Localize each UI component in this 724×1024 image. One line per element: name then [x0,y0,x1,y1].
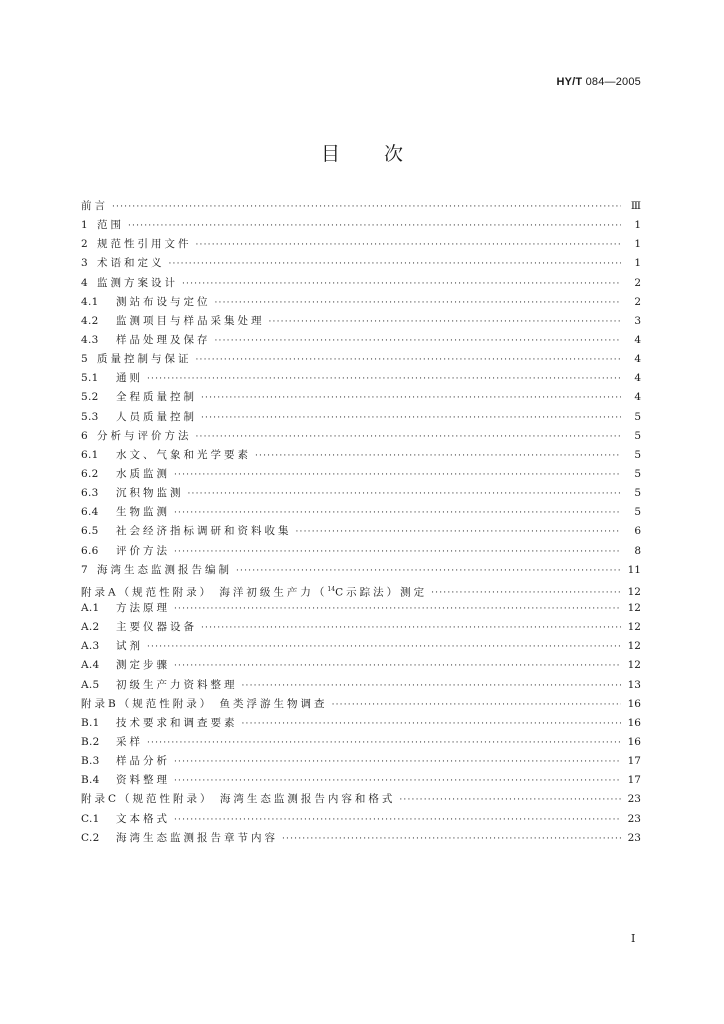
toc-entry[interactable] [81,656,641,675]
toc-entry-title: 评价方法 [116,544,170,557]
dot-leader [255,447,621,466]
toc-entry-page: 4 [634,333,641,346]
toc-entry-title: 方法原理 [116,601,170,614]
toc-entry-title: 采样 [116,735,143,748]
toc-entry-title: 范围 [97,219,124,232]
toc-entry-page: Ⅲ [630,200,641,212]
toc-entry-page: 2 [634,276,641,289]
toc-entry-number: 4.2 [81,314,99,327]
toc-entry-title: 社会经济指标调研和资料收集 [116,525,292,538]
dot-leader [147,638,621,657]
toc-entry-page: 4 [634,353,641,366]
toc-entry-page: 4 [634,391,641,404]
toc-entry[interactable] [81,542,641,561]
toc-entry-number: B.3 [81,755,100,768]
page-title: 目次 [320,143,447,165]
toc-entry-appendix-a[interactable] [81,580,641,599]
toc-entry-page: 12 [627,640,641,653]
toc-entry-page: 12 [627,621,641,634]
toc-entry-number: B.4 [81,774,100,787]
dot-leader [182,275,621,294]
toc-entry[interactable] [81,235,641,254]
dot-leader [196,351,622,370]
toc-entry-number: 6.3 [81,487,99,500]
isotope-superscript: 14 [327,585,336,593]
toc-entry-title: 文本格式 [116,812,170,825]
toc-entry-number: 5.2 [81,391,99,404]
dot-leader [236,562,621,581]
toc-entry-page: 12 [627,586,641,599]
toc-entry-number: A.1 [81,601,100,614]
toc-entry-title: 监测方案设计 [97,276,178,289]
toc-entry[interactable] [81,369,641,388]
toc-entry-page: 5 [634,448,641,461]
toc-entry[interactable] [81,465,641,484]
toc-entry-title: 人员质量控制 [116,410,197,423]
toc-entry-page: 1 [634,238,641,251]
dot-leader [174,657,621,676]
toc-entry-title: 水文、气象和光学要素 [116,448,251,461]
toc-entry-title: 样品处理及保存 [116,333,211,346]
toc-entry[interactable] [81,637,641,656]
toc-entry-number: A.4 [81,659,100,672]
toc-entry-page: 5 [634,506,641,519]
toc-entry-title: 通则 [116,372,143,385]
toc-entry-page: 5 [634,429,641,442]
toc-entry[interactable] [81,408,641,427]
dot-leader [215,294,622,313]
toc-entry[interactable] [81,771,641,790]
toc-entry[interactable] [81,676,641,695]
toc-entry[interactable] [81,714,641,733]
toc-entry-title: 测站布设与定位 [116,295,211,308]
toc-entry-page: 12 [627,601,641,614]
toc-entry[interactable] [81,331,641,350]
toc-entry-title: 技术要求和调查要素 [116,716,238,729]
toc-entry[interactable] [81,293,641,312]
toc-entry-number: C.1 [81,812,100,825]
standard-code [556,76,641,88]
toc-entry[interactable] [81,350,641,369]
toc-entry-page: 12 [627,659,641,672]
toc-entry-number: 6.5 [81,525,99,538]
toc-entry-title: 主要仪器设备 [116,621,197,634]
dot-leader [169,255,622,274]
toc-entry[interactable] [81,599,641,618]
toc-entry-number: 6.1 [81,448,99,461]
toc-entry-number: 2 [81,238,88,251]
dot-leader [201,409,621,428]
toc-entry-number: 6.4 [81,506,99,519]
dot-leader [174,600,621,619]
toc-entry[interactable] [81,388,641,407]
toc-entry-appendix-b[interactable] [81,695,641,714]
toc-entry-appendix-c[interactable] [81,790,641,809]
dot-leader [174,753,621,772]
dot-leader [174,504,621,523]
dot-leader [196,428,622,447]
dot-leader [201,389,621,408]
toc-entry-title: 初级生产力资料整理 [116,678,238,691]
toc-entry-page: 11 [627,563,641,576]
toc-entry-number: 3 [81,257,88,270]
toc-entry-number: B.1 [81,716,100,729]
toc-entry-number: 6.6 [81,544,99,557]
toc-entry-title: 试剂 [116,640,143,653]
toc-entry-page: 16 [627,716,641,729]
toc-entry-number: 7 [81,563,88,576]
toc-entry-title: 规范性引用文件 [97,238,192,251]
toc-entry-page: 16 [627,697,641,710]
toc-entry[interactable] [81,274,641,293]
toc-entry-number: 5 [81,353,88,366]
dot-leader [269,313,622,332]
toc-entry-number: C.2 [81,831,100,844]
toc-entry-page: 6 [634,525,641,538]
toc-entry-title: 测定步骤 [116,659,170,672]
toc-entry-page: 23 [627,831,641,844]
toc-entry[interactable] [81,254,641,273]
dot-leader [215,332,622,351]
toc-entry-number: 4.3 [81,333,99,346]
dot-leader [128,217,621,236]
toc-entry-page: 4 [634,372,641,385]
toc-entry-page: 5 [634,487,641,500]
toc-entry-title: 生物监测 [116,506,170,519]
toc-entry[interactable] [81,522,641,541]
toc-entry-page: 1 [634,257,641,270]
toc-entry-page: 13 [627,678,641,691]
toc-entry-title: 海湾生态监测报告编制 [97,563,232,576]
toc-entry[interactable] [81,427,641,446]
toc-entry-page: 2 [634,295,641,308]
standard-number: 084—2005 [585,76,641,88]
toc-entry-number: 4.1 [81,295,99,308]
dot-leader [332,696,621,715]
standard-prefix: HY/T [556,76,583,88]
toc-entry-number: 6.2 [81,467,99,480]
dot-leader [174,466,621,485]
toc-entry-number: 6 [81,429,88,442]
toc-entry-number: A.2 [81,621,100,634]
toc-entry-title: 附录B（规范性附录） 鱼类浮游生物调查 [81,697,328,710]
toc-entry-page: 17 [627,755,641,768]
toc-entry-title: 质量控制与保证 [97,353,192,366]
dot-leader [147,734,621,753]
dot-leader [242,677,622,696]
toc-entry-title: 资料整理 [116,774,170,787]
toc-entry-title: 术语和定义 [97,257,165,270]
page-number: I [631,932,636,945]
toc-entry-page: 3 [634,314,641,327]
toc-entry-title: 附录C（规范性附录） 海湾生态监测报告内容和格式 [81,793,396,806]
dot-leader [282,830,621,849]
toc-entry[interactable] [81,810,641,829]
toc-entry-page: 8 [634,544,641,557]
dot-leader [174,772,621,791]
toc-entry-number: B.2 [81,735,100,748]
dot-leader [201,619,621,638]
dot-leader [174,811,621,830]
toc-title-part: C示踪法）测定 [335,586,428,599]
toc-entry-title: 水质监测 [116,467,170,480]
toc-entry[interactable] [81,618,641,637]
toc-entry-title: 沉积物监测 [116,487,184,500]
toc-entry[interactable] [81,829,641,848]
toc-entry[interactable] [81,733,641,752]
toc-entry-number: 5.3 [81,410,99,423]
dot-leader [188,485,622,504]
toc-entry-page: 23 [627,793,641,806]
toc-entry[interactable] [81,561,641,580]
toc-entry-page: 17 [627,774,641,787]
dot-leader [242,715,622,734]
toc-entry-number: 1 [81,219,88,232]
toc-entry-number: 5.1 [81,372,99,385]
toc-entry[interactable] [81,484,641,503]
toc-entry-page: 5 [634,467,641,480]
dot-leader [174,543,621,562]
toc-entry-number: A.3 [81,640,100,653]
toc-entry-page: 5 [634,410,641,423]
toc-entry-foreword[interactable] [81,197,641,216]
dot-leader [296,523,622,542]
toc-entry[interactable] [81,446,641,465]
dot-leader [196,236,622,255]
toc-entry-number: 4 [81,276,88,289]
dot-leader [147,370,621,389]
toc-entry-title: 样品分析 [116,755,170,768]
dot-leader [399,791,621,810]
toc-entry-title: 全程质量控制 [116,391,197,404]
toc-entry[interactable] [81,503,641,522]
toc-entry-page: 23 [627,812,641,825]
toc-entry-page: 16 [627,735,641,748]
toc-entry-page: 1 [634,219,641,232]
table-of-contents [81,197,641,848]
toc-entry-title: 分析与评价方法 [97,429,192,442]
toc-entry-title: 海湾生态监测报告章节内容 [116,831,278,844]
toc-entry[interactable] [81,752,641,771]
toc-entry[interactable] [81,312,641,331]
toc-title-part: 附录A（规范性附录） 海洋初级生产力（ [81,586,328,599]
toc-entry[interactable] [81,216,641,235]
toc-entry-title: 前言 [81,200,108,212]
toc-entry-title: 监测项目与样品采集处理 [116,314,265,327]
toc-entry-number: A.5 [81,678,100,691]
dot-leader [112,198,621,217]
